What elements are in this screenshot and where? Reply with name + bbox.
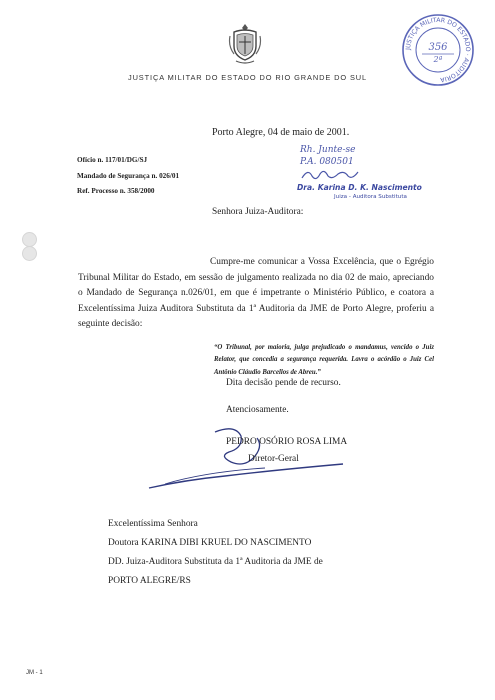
judge-signature-icon	[298, 166, 362, 184]
recipient-line-1: Excelentíssima Senhora	[108, 519, 198, 529]
ref-mandado: Mandado de Segurança n. 026/01	[77, 172, 180, 180]
body-paragraph	[78, 255, 434, 333]
date-line: Porto Alegre, 04 de maio de 2001.	[212, 127, 350, 138]
footer-code: JM - 1	[26, 670, 43, 676]
recipient-line-3: DD. Juiza-Auditora Substituta da 1ª Auditoria da JME de	[108, 557, 323, 567]
judge-name-stamp: Dra. Karina D. K. Nascimento	[297, 183, 422, 192]
stamp-sub: 2ª	[433, 55, 443, 64]
handwritten-note-2: P.A. 080501	[300, 157, 354, 167]
salutation: Senhora Juiza-Auditora:	[212, 207, 304, 217]
handwritten-note-1: Rh. Junte-se	[300, 145, 356, 155]
punch-hole	[22, 232, 37, 247]
recipient-line-4: PORTO ALEGRE/RS	[108, 576, 191, 586]
institution-header: JUSTIÇA MILITAR DO ESTADO DO RIO GRANDE DO SUL	[127, 73, 368, 82]
coat-of-arms-icon	[228, 22, 262, 66]
body-text: Cumpre-me comunicar a Vossa Excelência, que o Egrégio Tribunal Militar do Estado, em sessão de julgamento realizada no dia 02 de maio, apreciando o Mandado de Segurança n.026/01, em que é impetrante o Ministério Público, e coatora a Excelentíssima Juiza Auditora Substituta da 1ª Auditoria da JME de Porto Alegre, proferiu a seguinte decisão:	[78, 257, 434, 330]
stamp-ring-text: JUSTIÇA MILITAR DO ESTADO · AUDITORIA	[404, 16, 472, 83]
closing: Atenciosamente.	[226, 405, 289, 415]
decision-quote: “O Tribunal, por maioria, julga prejudicado o mandamus, vencido o Juiz Relator, que concedia a segurança requerida. Lavra o acórdão o Juiz Cel Antônio Cláudio Barcellos de Abreu.”	[214, 344, 434, 376]
recipient-line-2: Doutora KARINA DIBI KRUEL DO NASCIMENTO	[108, 538, 312, 548]
signatory-role: Diretor-Geral	[248, 454, 299, 464]
stamp-number: 356	[428, 42, 448, 53]
punch-hole	[22, 246, 37, 261]
protocol-stamp-icon	[400, 12, 476, 88]
ref-processo: Ref. Processo n. 358/2000	[77, 187, 155, 195]
judge-role-stamp: Juiza - Auditora Substituta	[334, 194, 407, 200]
ref-oficio: Ofício n. 117/01/DG/SJ	[77, 156, 148, 164]
signatory-name: PEDRO OSÓRIO ROSA LIMA	[226, 437, 348, 447]
decision-note: Dita decisão pende de recurso.	[226, 378, 341, 388]
